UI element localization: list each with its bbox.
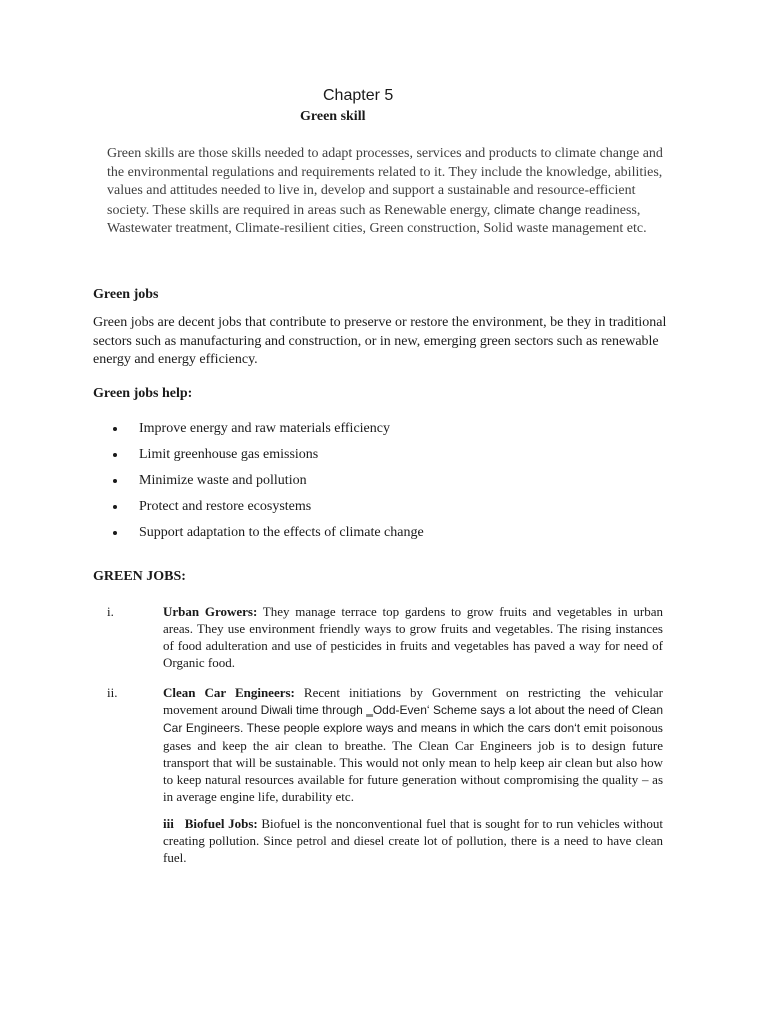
- list-item-text: Minimize waste and pollution: [139, 473, 307, 488]
- job-text: Recent initiations by Government on restricting the vehicular movement around: [163, 685, 663, 717]
- job-title: Urban Growers:: [163, 604, 258, 619]
- list-item-text: Support adaptation to the effects of climate change: [139, 525, 424, 540]
- job-number: i.: [107, 604, 114, 619]
- green-jobs-help-heading: Green jobs help:: [93, 386, 193, 401]
- green-jobs-heading: Green jobs: [93, 287, 159, 302]
- green-jobs-list-heading: GREEN JOBS:: [93, 569, 186, 584]
- green-jobs-paragraph: Green jobs are decent jobs that contribute to preserve or restore the environment, be they in traditional sectors such as manufacturing and construction, or in new, emerging green sectors such as renewable energy and energy efficiency.: [93, 315, 667, 367]
- chapter-subtitle: Green skill: [300, 109, 366, 124]
- list-item-text: Protect and restore ecosystems: [139, 499, 312, 514]
- job-title: Biofuel Jobs:: [184, 816, 258, 831]
- job-text: Biofuel is the nonconventional fuel that is sought for to run vehicles without creating pollution. Since petrol and diesel create lot of pollution, there is a need to have clean fuel.: [163, 816, 664, 865]
- bullet-icon: [113, 453, 117, 457]
- intro-paragraph: [107, 145, 667, 239]
- job-description: [163, 815, 663, 866]
- list-item-text: Improve energy and raw materials efficiency: [139, 421, 390, 436]
- intro-text-end: readiness, Wastewater treatment, Climate-resilient cities, Green construction, Solid waste management etc.: [107, 202, 647, 236]
- job-text: They manage terrace top gardens to grow fruits and vegetables in urban areas. They use environment friendly ways to grow fruits and vegetables. The rising instances of food adulteration and use of pesticides in fruits and vegetables has paved a way for need of Organic food.: [163, 604, 663, 670]
- list-item-text: Limit greenhouse gas emissions: [139, 447, 319, 462]
- bullet-icon: [113, 479, 117, 483]
- intro-text-start: Green skills are those skills needed to adapt processes, services and products to climate change and the environmental regulations and requirements related to it. They include the knowledge, abilities, values and attitudes needed to live in, develop and support a sustainable and resource-efficient society. These skills are required in areas such as Renewable energy,: [107, 146, 663, 218]
- chapter-title: Chapter 5: [323, 87, 394, 104]
- bullet-icon: [113, 531, 117, 535]
- bullet-icon: [113, 505, 117, 509]
- job-number: ii.: [107, 685, 118, 700]
- job-number: iii: [163, 816, 174, 831]
- job-description: [163, 684, 663, 805]
- job-text-alt-font: Diwali time through ‗Odd-Even‘ Scheme says a lot about the need of Clean Car Engineers. These people explore ways and means in which the cars don‘t: [163, 703, 663, 735]
- intro-highlight: climate change: [493, 201, 582, 217]
- job-description: [163, 603, 663, 671]
- bullet-icon: [113, 427, 117, 431]
- job-title: Clean Car Engineers:: [163, 685, 295, 700]
- job-text-end: emit poisonous gases and keep the air clean to breathe. The Clean Car Engineers job is to design future transport that will be sustainable. This would not only mean to help keep air clean but also how to keep natural resources available for future generation without compromising the quality – as in average engine life, durability etc.: [163, 720, 663, 804]
